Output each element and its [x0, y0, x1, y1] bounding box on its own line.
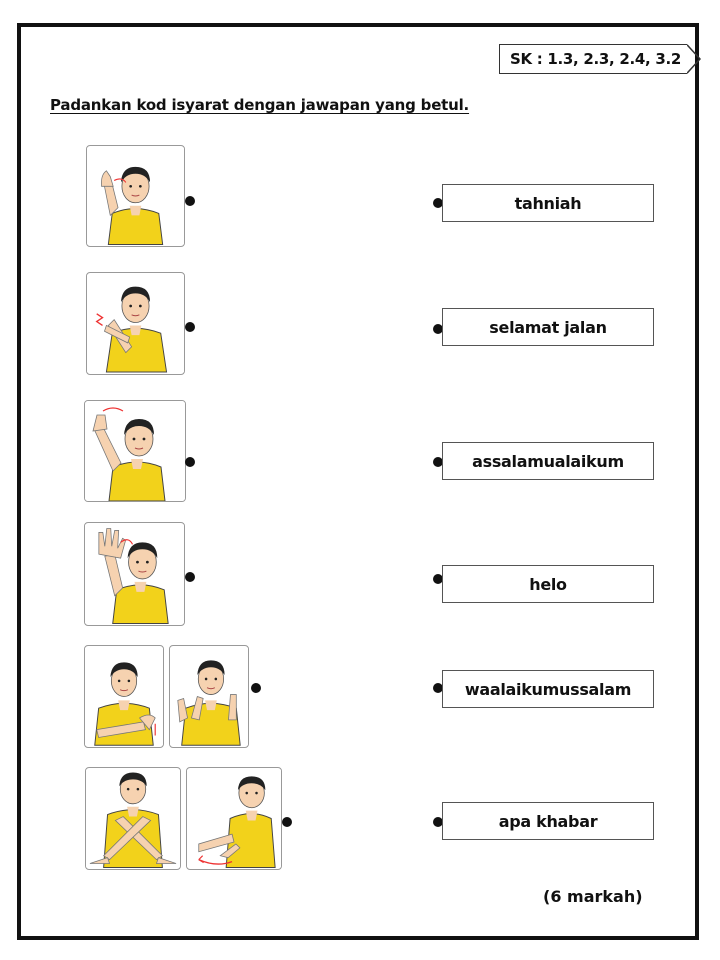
answer-box-2[interactable]: selamat jalan	[442, 308, 654, 346]
sign-image-3	[84, 400, 186, 502]
answer-box-1[interactable]: tahniah	[442, 184, 654, 222]
sign-image-4	[84, 522, 185, 626]
match-dot-left-1[interactable]	[185, 196, 195, 206]
match-dot-left-4[interactable]	[185, 572, 195, 582]
sign-image-1	[86, 145, 185, 247]
sign-image-5b	[169, 645, 249, 748]
match-dot-left-6[interactable]	[282, 817, 292, 827]
boy-clasp-step2-icon	[170, 646, 248, 747]
sign-image-6b	[186, 767, 282, 870]
boy-thumbs-up-icon	[87, 146, 184, 246]
sk-code-tag	[499, 44, 701, 74]
match-dot-left-5[interactable]	[251, 683, 261, 693]
boy-palms-step1-icon	[86, 768, 180, 869]
answer-box-6[interactable]: apa khabar	[442, 802, 654, 840]
sk-code-label: SK : 1.3, 2.3, 2.4, 3.2	[499, 44, 687, 74]
match-dot-left-2[interactable]	[185, 322, 195, 332]
sign-image-6a	[85, 767, 181, 870]
answer-box-4[interactable]: helo	[442, 565, 654, 603]
sign-image-2	[86, 272, 185, 375]
match-dot-left-3[interactable]	[185, 457, 195, 467]
total-marks: (6 markah)	[543, 887, 643, 906]
boy-clasp-step1-icon	[85, 646, 163, 747]
boy-hands-crossed-icon	[87, 273, 184, 374]
sign-image-5a	[84, 645, 164, 748]
answer-box-3[interactable]: assalamualaikum	[442, 442, 654, 480]
answer-box-5[interactable]: waalaikumussalam	[442, 670, 654, 708]
boy-palms-step2-icon	[187, 768, 281, 869]
tag-arrow-icon	[687, 44, 701, 74]
instruction-text: Padankan kod isyarat dengan jawapan yang betul.	[50, 96, 470, 114]
boy-salute-wave-icon	[85, 401, 185, 501]
boy-open-hand-wave-icon	[85, 523, 184, 625]
